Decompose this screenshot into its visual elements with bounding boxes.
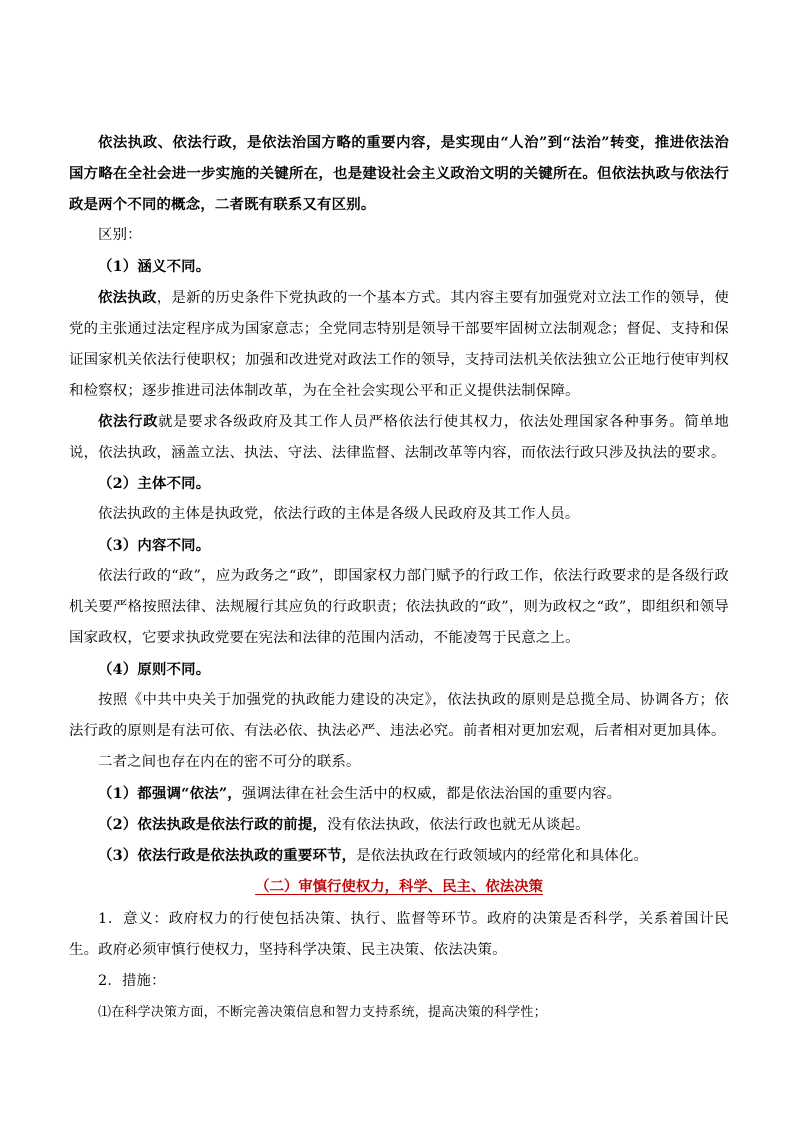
link-3-bold: （3）依法行政是依法执政的重要环节，	[98, 847, 357, 864]
diff-1-paragraph-1	[69, 282, 729, 407]
term-xingzheng: 依法行政	[98, 413, 159, 430]
link-1	[69, 778, 729, 810]
diff-3-text: 依法行政的“政”，应为政务之“政”，即国家权力部门赋予的行政工作，依法行政要求的是各级行政机关要严格按照法律、法规履行其应负的行政职责；依法执政的“政”，则为政权之“政”，即组织和领导国家政权，它要求执政党要在宪法和法律的范围内活动，不能凌驾于民意之上。	[69, 568, 729, 646]
section-item-2: 2．措施：	[98, 973, 166, 989]
link-3	[69, 840, 729, 872]
diff-1-label: （1）涵义不同。	[98, 258, 211, 275]
diff-2-text: 依法执政的主体是执政党，依法行政的主体是各级人民政府及其工作人员。	[98, 506, 580, 522]
term-zhizheng: 依法执政	[98, 289, 157, 306]
link-1-bold: （1）都强调“依法”，	[98, 785, 242, 802]
link-1-text: 强调法律在社会生活中的权威，都是依法治国的重要内容。	[241, 786, 622, 802]
section-item-1: 1．意义：政府权力的行使包括决策、执行、监督等环节。政府的决策是否科学，关系着国计民生。政府必须审慎行使权力，坚持科学决策、民主决策、依法决策。	[69, 911, 729, 958]
diff-4-text: 按照《中共中央关于加强党的执政能力建设的决定》，依法执政的原则是总揽全局、协调各方；依法行政的原则是有法可依、有法必依、执法必严、违法必究。前者相对更加宏观，后者相对更加具体。	[69, 692, 729, 739]
diff-1-paragraph-2	[69, 406, 729, 469]
diff-1-paragraph-2-text: 就是要求各级政府及其工作人员严格依法行使其权力，依法处理国家各种事务。简单地说，依法执政，涵盖立法、执法、守法、法律监督、法制改革等内容，而依法行政只涉及执法的要求。	[69, 414, 729, 461]
diff-3-label: （3）内容不同。	[98, 537, 211, 554]
link-3-text: 是依法执政在行政领域内的经常化和具体化。	[356, 848, 649, 864]
link-2-text: 没有依法执政，依法行政也就无从谈起。	[327, 817, 590, 833]
diff-4-label: （4）原则不同。	[98, 661, 211, 678]
section-heading: （二）审慎行使权力，科学、民主、依法决策	[255, 878, 543, 895]
link-2-bold: （2）依法执政是依法行政的前提，	[98, 816, 328, 833]
link-intro: 二者之间也存在内在的密不可分的联系。	[98, 754, 361, 770]
intro-paragraph: 依法执政、依法行政，是依法治国方略的重要内容，是实现由“人治”到“法治”转变，推进依法治国方略在全社会进一步实施的关键所在，也是建设社会主义政治文明的关键所在。但依法执政与依法行政是两个不同的概念，二者既有联系又有区别。	[69, 134, 729, 213]
diff-2-label: （2）主体不同。	[98, 475, 211, 492]
differences-label: 区别：	[98, 227, 142, 243]
link-2	[69, 809, 729, 841]
diff-1-paragraph-1-text: ，是新的历史条件下党执政的一个基本方式。其内容主要有加强党对立法工作的领导，使党的主张通过法定程序成为国家意志；全党同志特别是领导干部要牢固树立法制观念；督促、支持和保证国家机关依法行使职权；加强和改进党对政法工作的领导，支持司法机关依法独立公正地行使审判权和检察权；逐步推进司法体制改革，为在全社会实现公平和正义提供法制保障。	[69, 290, 729, 399]
section-item-3: ⑴在科学决策方面，不断完善决策信息和智力支持系统，提高决策的科学性；	[98, 1005, 547, 1020]
